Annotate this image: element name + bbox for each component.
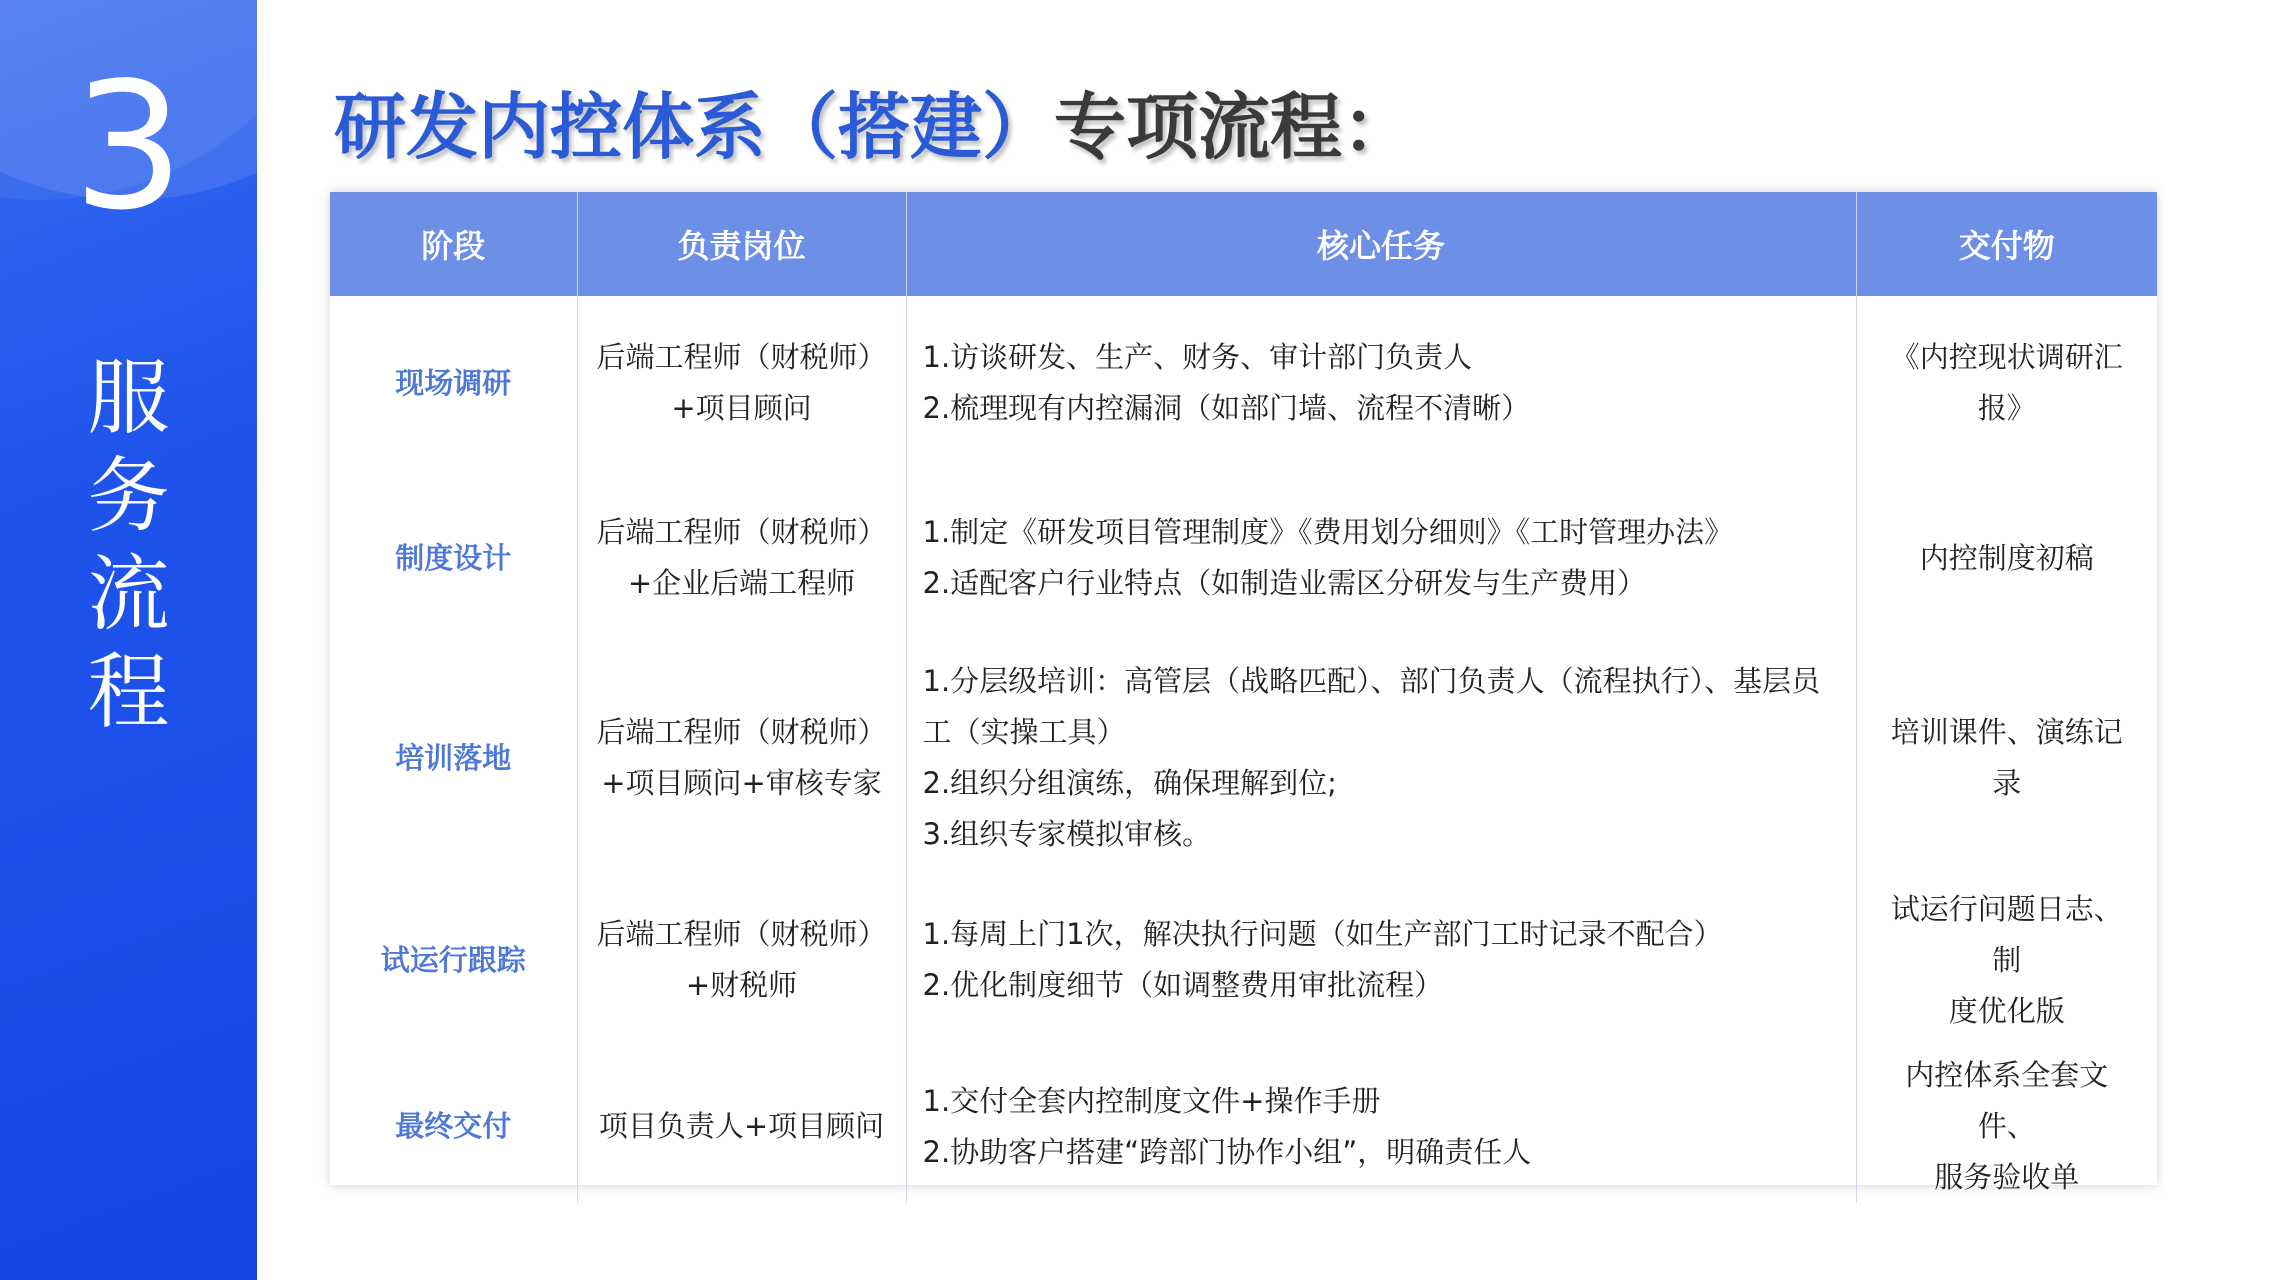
deliverable-line: 服务验收单 [1934, 1160, 2080, 1194]
header-deliverable: 交付物 [1856, 192, 2157, 296]
deliverable-cell [1856, 470, 2157, 646]
task-line: 1.分层级培训：高管层（战略匹配）、部门负责人（流程执行）、基层员 [922, 664, 1821, 698]
stage-cell: 试运行跟踪 [330, 870, 577, 1050]
section-title-char: 流 [87, 547, 170, 642]
section-title [0, 350, 257, 742]
deliverable-line: 度优化版 [1948, 993, 2065, 1028]
role-line: 项目负责人+项目顾问 [598, 1109, 885, 1143]
task-line: 工（实操工具） [922, 715, 1126, 749]
header-stage: 阶段 [330, 192, 577, 296]
section-number: 3 [72, 46, 185, 249]
stage-cell: 现场调研 [330, 296, 577, 470]
section-title-char: 程 [87, 645, 170, 740]
table-row [330, 1050, 2157, 1203]
table-row [330, 646, 2157, 870]
task-line: 3.组织专家模拟审核。 [922, 817, 1212, 851]
deliverable-line: 《内控现状调研汇报》 [1890, 340, 2123, 425]
stage-cell: 最终交付 [330, 1050, 577, 1203]
process-table [330, 192, 2157, 1203]
deliverable-cell [1856, 870, 2157, 1050]
role-line: 后端工程师（财税师） [596, 340, 887, 374]
task-line: 1.制定《研发项目管理制度》《费用划分细则》《工时管理办法》 [922, 515, 1734, 549]
task-line: 2.优化制度细节（如调整费用审批流程） [922, 968, 1444, 1002]
role-cell [577, 870, 906, 1050]
deliverable-line: 试运行问题日志、制 [1890, 891, 2123, 977]
role-line: +项目顾问 [671, 391, 812, 425]
role-cell [577, 470, 906, 646]
role-line: 后端工程师（财税师） [596, 917, 887, 951]
page-title-rest: 专项流程： [1054, 85, 1415, 169]
task-line: 2.梳理现有内控漏洞（如部门墙、流程不清晰） [922, 391, 1531, 425]
task-line: 2.组织分组演练，确保理解到位; [922, 766, 1337, 800]
page-title [334, 72, 1414, 182]
stage-cell: 制度设计 [330, 470, 577, 646]
role-line: +企业后端工程师 [627, 566, 856, 600]
deliverable-line: 内控体系全套文件、 [1905, 1058, 2109, 1143]
page-title-highlight: 研发内控体系（搭建） [334, 85, 1055, 169]
role-cell [577, 646, 906, 870]
task-line: 2.适配客户行业特点（如制造业需区分研发与生产费用） [922, 566, 1647, 600]
header-role: 负责岗位 [577, 192, 906, 296]
task-line: 1.每周上门1次，解决执行问题（如生产部门工时记录不配合） [922, 917, 1723, 951]
task-line: 1.访谈研发、生产、财务、审计部门负责人 [922, 340, 1473, 374]
role-cell [577, 1050, 906, 1203]
table-row [330, 470, 2157, 646]
stage-cell: 培训落地 [330, 646, 577, 870]
deliverable-cell [1856, 1050, 2157, 1203]
deliverable-cell [1856, 646, 2157, 870]
sidebar-panel [0, 0, 257, 1280]
task-line: 1.交付全套内控制度文件+操作手册 [922, 1083, 1381, 1118]
role-line: 后端工程师（财税师） [596, 715, 887, 749]
task-cell [906, 1050, 1856, 1203]
task-cell [906, 870, 1856, 1050]
deliverable-cell [1856, 296, 2157, 470]
section-title-char: 服 [87, 351, 170, 446]
deliverable-line: 培训课件、演练记录 [1890, 715, 2123, 800]
table-header-row [330, 192, 2157, 296]
role-line: 后端工程师（财税师） [596, 515, 887, 549]
table-row [330, 296, 2157, 470]
header-tasks: 核心任务 [906, 192, 1856, 296]
section-title-char: 务 [87, 449, 170, 544]
task-cell [906, 296, 1856, 470]
process-table-container [330, 192, 2157, 1194]
role-cell [577, 296, 906, 470]
deliverable-line: 内控制度初稿 [1919, 540, 2094, 575]
task-line: 2.协助客户搭建“跨部门协作小组”，明确责任人 [922, 1134, 1532, 1169]
task-cell [906, 470, 1856, 646]
task-cell [906, 646, 1856, 870]
table-row [330, 870, 2157, 1050]
role-line: +财税师 [685, 968, 798, 1002]
role-line: +项目顾问+审核专家 [601, 766, 882, 800]
